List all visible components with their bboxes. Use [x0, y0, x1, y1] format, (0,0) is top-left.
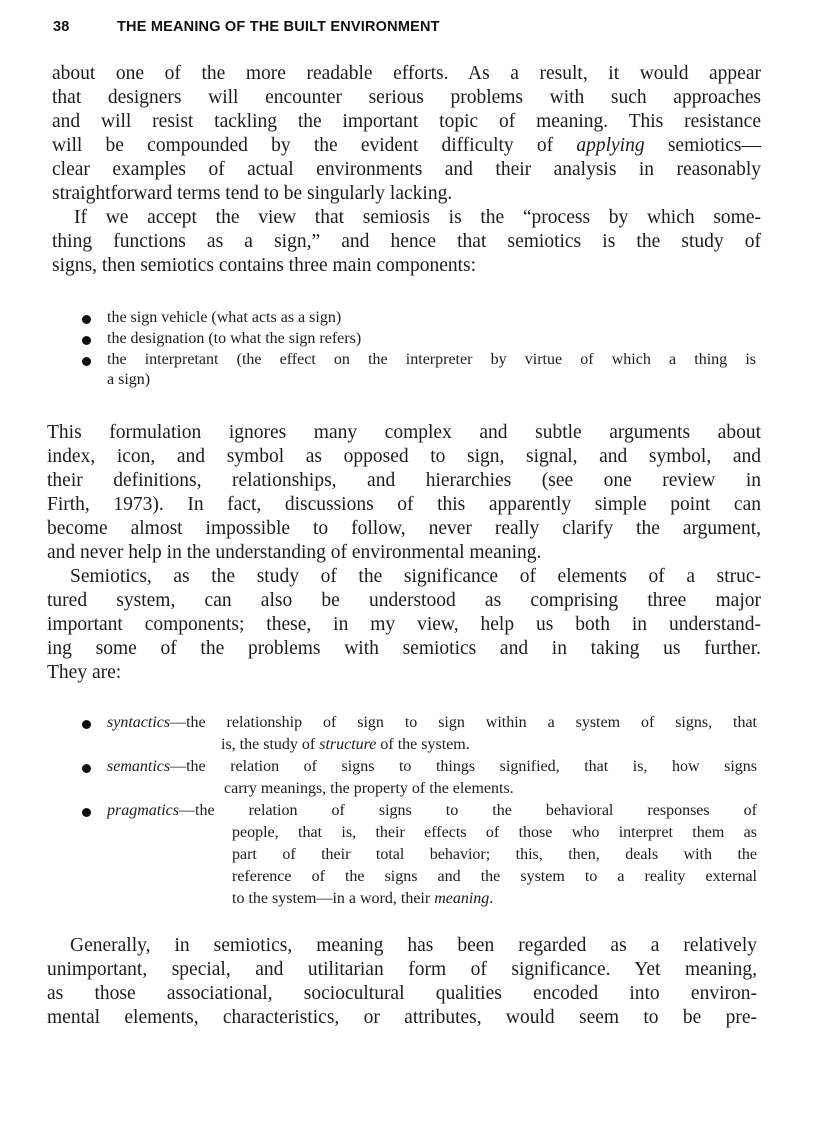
bullet-icon: [82, 764, 91, 773]
text-line: index, icon, and symbol as opposed to sign, signal, and symbol, and: [47, 446, 761, 467]
running-head: [53, 19, 440, 35]
bullet-icon: [82, 315, 91, 324]
list-item-continuation: part of their total behavior; this, then, deals with the: [232, 846, 757, 863]
text-line: If we accept the view that semiosis is the “process by which some-: [74, 207, 761, 228]
book-title: THE MEANING OF THE BUILT ENVIRONMENT: [117, 19, 440, 35]
list-item-continuation: carry meanings, the property of the elements.: [224, 780, 514, 797]
list-item-continuation: to the system—in a word, their meaning.: [232, 890, 494, 907]
text-line: ing some of the problems with semiotics and in taking us further.: [47, 638, 761, 659]
list-item-continuation: is, the study of structure of the system.: [221, 736, 470, 753]
text-line: Firth, 1973). In fact, discussions of this apparently simple point can: [47, 494, 761, 515]
bullet-icon: [82, 336, 91, 345]
bullet-icon: [82, 720, 91, 729]
list-item-pragmatics: pragmatics—the relation of signs to the behavioral responses of: [107, 802, 757, 819]
text-line: Semiotics, as the study of the significance of elements of a struc-: [70, 566, 761, 587]
text-line: thing functions as a sign,” and hence that semiotics is the study of: [52, 231, 761, 252]
text-line: signs, then semiotics contains three main components:: [52, 255, 477, 276]
page-number: 38: [53, 19, 70, 35]
text-line: Generally, in semiotics, meaning has been regarded as a relatively: [70, 935, 757, 956]
text-line: tured system, can also be understood as comprising three major: [47, 590, 761, 611]
text-line: This formulation ignores many complex and subtle arguments about: [47, 422, 761, 443]
italic-applying: applying: [576, 135, 645, 156]
text-line: and never help in the understanding of environmental meaning.: [47, 542, 542, 563]
text-line: about one of the more readable efforts. As a result, it would appear: [52, 63, 761, 84]
list-item-continuation: reference of the signs and the system to a reality external: [232, 868, 757, 885]
text-line: as those associational, sociocultural qualities encoded into environ-: [47, 983, 757, 1004]
list-item-continuation: a sign): [107, 371, 151, 388]
text-line: will be compounded by the evident difficulty of applying semiotics—: [52, 135, 761, 156]
list-item-syntactics: syntactics—the relationship of sign to sign within a system of signs, that: [107, 714, 757, 731]
bullet-icon: [82, 808, 91, 817]
text-line: become almost impossible to follow, never really clarify the argument,: [47, 518, 761, 539]
text-line: important components; these, in my view, help us both in understand-: [47, 614, 761, 635]
list-item-semantics: semantics—the relation of signs to things signified, that is, how signs: [107, 758, 757, 775]
text-line: straightforward terms tend to be singularly lacking.: [52, 183, 453, 204]
text-line: unimportant, special, and utilitarian form of significance. Yet meaning,: [47, 959, 757, 980]
text-line: They are:: [47, 662, 122, 683]
list-item: the designation (to what the sign refers): [107, 330, 362, 347]
list-item: the interpretant (the effect on the interpreter by virtue of which a thing is: [107, 351, 756, 368]
text-line: their definitions, relationships, and hierarchies (see one review in: [47, 470, 761, 491]
text-line: clear examples of actual environments and their analysis in reasonably: [52, 159, 761, 180]
text-line: and will resist tackling the important topic of meaning. This resistance: [52, 111, 761, 132]
list-item: the sign vehicle (what acts as a sign): [107, 309, 342, 326]
list-item-continuation: people, that is, their effects of those who interpret them as: [232, 824, 757, 841]
bullet-icon: [82, 357, 91, 366]
text-line: mental elements, characteristics, or attributes, would seem to be pre-: [47, 1007, 757, 1028]
text-line: that designers will encounter serious problems with such approaches: [52, 87, 761, 108]
